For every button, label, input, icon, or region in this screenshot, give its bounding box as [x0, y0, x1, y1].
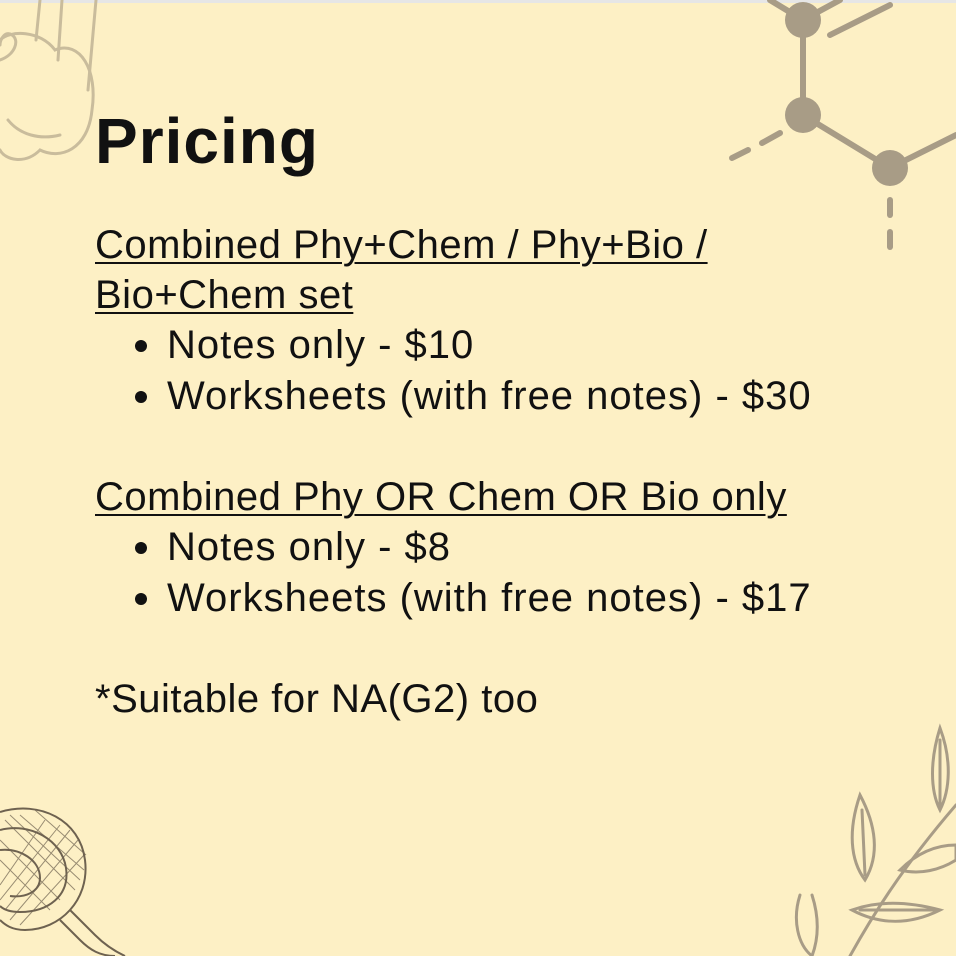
price-item: [133, 320, 915, 371]
price-item: [133, 522, 915, 573]
bullet-icon: [135, 391, 147, 403]
page-title: Pricing: [95, 105, 319, 177]
price-list: [95, 320, 915, 422]
bullet-icon: [135, 340, 147, 352]
section-heading: [95, 220, 915, 320]
price-item: [133, 573, 915, 624]
price-item: [133, 371, 915, 422]
price-item-text: Notes only - $8: [167, 525, 452, 569]
bullet-icon: [135, 593, 147, 605]
price-item-text: Worksheets (with free notes) - $30: [167, 374, 812, 418]
section-single-subject: [95, 472, 915, 624]
section-heading-line: Combined Phy+Chem / Phy+Bio /: [95, 223, 708, 267]
pricing-panel: [95, 96, 915, 724]
section-heading-line: Bio+Chem set: [95, 273, 354, 317]
leaf-branch-icon: [790, 720, 956, 956]
apple-sketch-icon: [0, 0, 110, 175]
section-combined-set: [95, 220, 915, 422]
suitability-note: *Suitable for NA(G2) too: [95, 677, 539, 721]
price-item-text: Notes only - $10: [167, 323, 475, 367]
section-heading: [95, 472, 915, 522]
magnifier-sketch-icon: [0, 800, 130, 956]
bullet-icon: [135, 542, 147, 554]
price-item-text: Worksheets (with free notes) - $17: [167, 576, 812, 620]
price-list: [95, 522, 915, 624]
section-heading-line: Combined Phy OR Chem OR Bio only: [95, 475, 787, 519]
